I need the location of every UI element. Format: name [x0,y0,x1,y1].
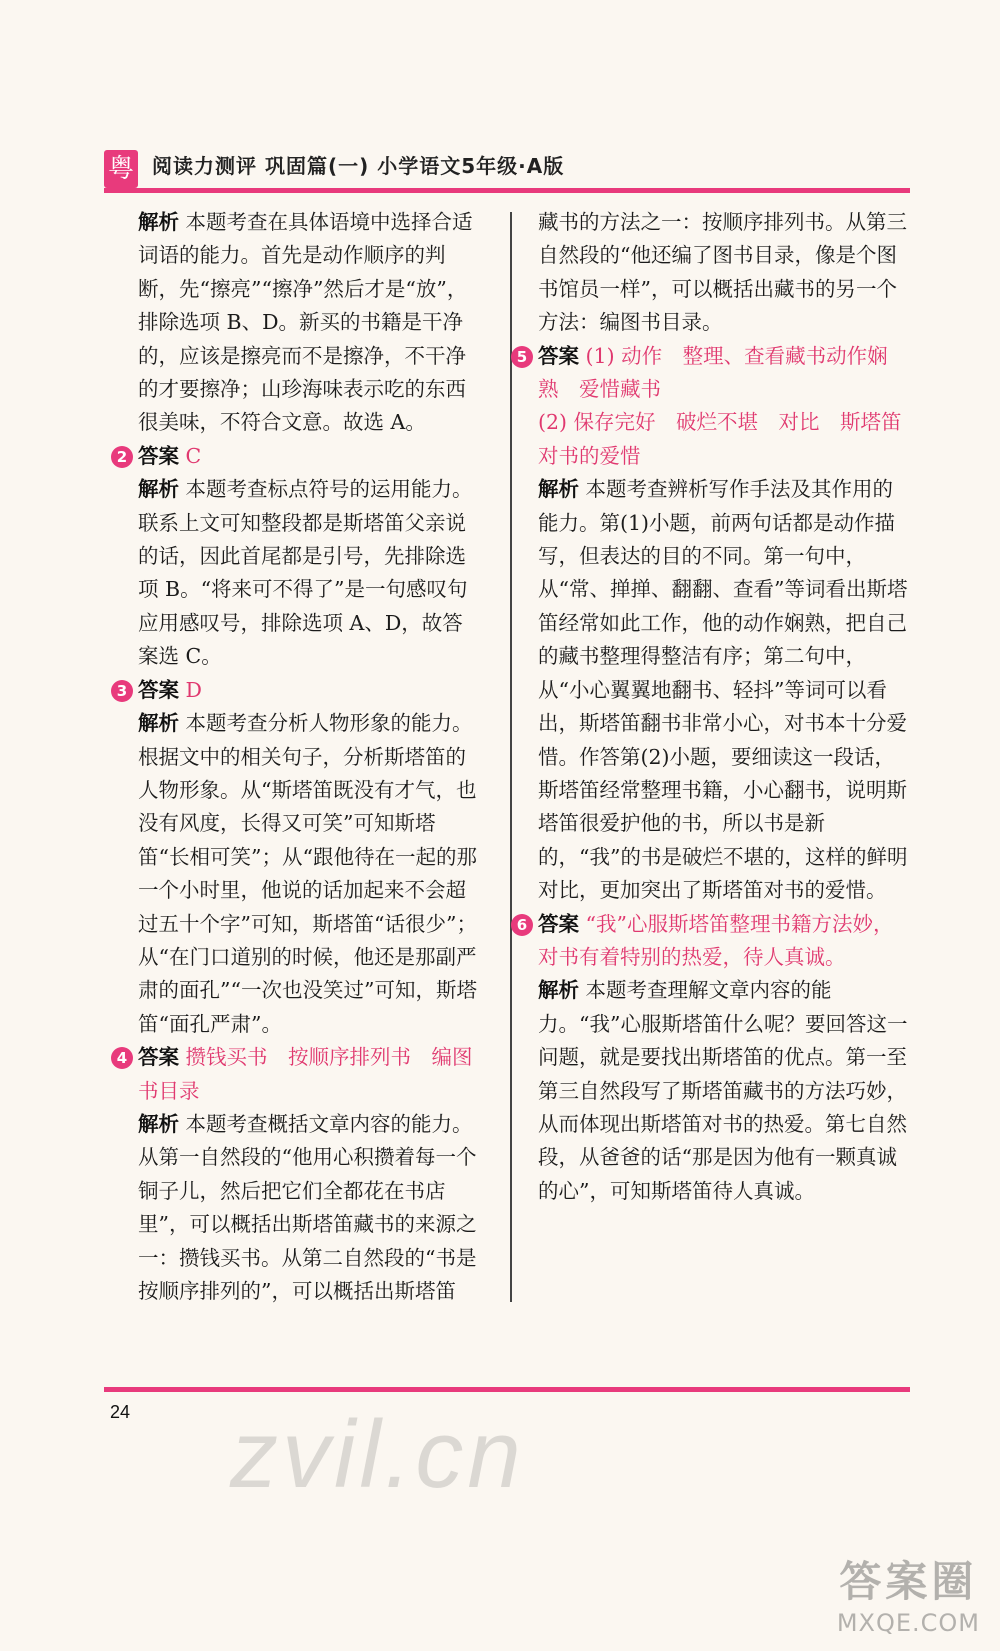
question-number-badge: 5 [511,346,533,368]
analysis-text: 本题考查标点符号的运用能力。联系上文可知整段都是斯塔笛父亲说的话，因此首尾都是引号，先排除选项 B。“将来可不得了”是一句感叹句应用感叹号，排除选项 A、D，故答案选 C。 [138,477,473,669]
analysis-label: 解析 [538,477,579,502]
publisher-logo: 粤 [104,150,138,188]
analysis-text: 本题考查分析人物形象的能力。根据文中的相关句子，分析斯塔笛的人物形象。从“斯塔笛既没有才气，也没有风度，长得又可笑”可知斯塔笛“长相可笑”；从“跟他待在一起的那一个小时里，他说的话加起来不会超过五十个字”可知，斯塔笛“话很少”；从“在门口道别的时候，他还是那副严肃的面孔”“一次也没笑过”可知，斯塔笛“面孔严肃”。 [138,711,477,1036]
watermark-text: zvil.cn [230,1401,525,1508]
answer-text-part-2: (2) 保存完好 破烂不堪 对比 斯塔笛对书的爱惜 [538,410,902,468]
answer-text: D [185,677,202,702]
page-number: 24 [110,1402,131,1422]
question-4 [116,1041,483,1308]
answer-label: 答案 [138,1045,179,1070]
question-5 [516,340,908,908]
analysis-label: 解析 [138,711,179,736]
left-column [116,206,483,1308]
column-divider [510,212,512,1302]
answer-text-part-1: (1) 动作 整理、查看藏书动作娴熟 爱惜藏书 [538,343,888,402]
answer-label: 答案 [538,343,579,368]
intro-analysis [138,206,483,440]
question-6 [516,908,908,1209]
answer-label: 答案 [138,443,179,468]
question-4-continued: 藏书的方法之一：按顺序排列书。从第三自然段的“他还编了图书目录，像是个图书馆员一样”，可以概括出藏书的另一个方法：编图书目录。 [538,210,907,335]
analysis-text: 本题考查在具体语境中选择合适词语的能力。首先是动作顺序的判断，先“擦亮”“擦净”然后才是“放”，排除选项 B、D。新买的书籍是干净的，应该是擦亮而不是擦净，不干净的才要擦净；山珍海味表示吃的东西很美味，不符合文意。故选 A。 [138,210,473,435]
corner-watermark-title: 答案圈 [839,1557,978,1606]
answer-label: 答案 [538,911,579,936]
question-2 [116,440,483,674]
question-number-badge: 4 [111,1047,133,1069]
page-header-title: 阅读力测评 巩固篇(一) 小学语文5年级·A版 [152,154,565,178]
analysis-text: 本题考查辨析写作手法及其作用的能力。第(1)小题，前两句话都是动作描写，但表达的目的不同。第一句中，从“常、掸掸、翻翻、查看”等词看出斯塔笛经常如此工作，他的动作娴熟，把自己的藏书整理得整洁有序；第二句中，从“小心翼翼地翻书、轻抖”等词可以看出，斯塔笛翻书非常小心，对书本十分爱惜。作答第(2)小题，要细读这一段话，斯塔笛经常整理书籍，小心翻书，说明斯塔笛很爱护他的书，所以书是新的，“我”的书是破烂不堪的，这样的鲜明对比，更加突出了斯塔笛对书的爱惜。 [538,477,908,903]
analysis-label: 解析 [138,1111,179,1136]
corner-watermark [837,1549,980,1637]
question-number-badge: 2 [111,446,133,468]
analysis-label: 解析 [138,477,179,502]
answer-text: 攒钱买书 按顺序排列书 编图书目录 [138,1045,473,1103]
question-number-badge: 3 [111,680,133,702]
corner-watermark-url: MXQE.COM [836,1609,980,1637]
right-column [516,206,908,1208]
question-number-badge: 6 [511,914,533,936]
answer-text: C [185,443,202,468]
footer-rule [104,1387,910,1392]
analysis-text: 本题考查概括文章内容的能力。从第一自然段的“他用心积攒着每一个铜子儿，然后把它们全都花在书店里”，可以概括出斯塔笛藏书的来源之一：攒钱买书。从第二自然段的“书是按顺序排列的”，可以概括出斯塔笛 [138,1111,477,1303]
answer-label: 答案 [138,677,179,702]
question-3 [116,674,483,1041]
header-rule [104,188,910,193]
answer-text: “我”心服斯塔笛整理书籍方法妙，对书有着特别的热爱，待人真诚。 [538,911,894,969]
analysis-label: 解析 [138,210,179,234]
analysis-text: 本题考查理解文章内容的能力。“我”心服斯塔笛什么呢？要回答这一问题，就是要找出斯塔笛的优点。第一至第三自然段写了斯塔笛藏书的方法巧妙，从而体现出斯塔笛对书的热爱。第七自然段，从爸爸的话“那是因为他有一颗真诚的心”，可知斯塔笛待人真诚。 [538,978,908,1203]
analysis-label: 解析 [538,978,579,1003]
